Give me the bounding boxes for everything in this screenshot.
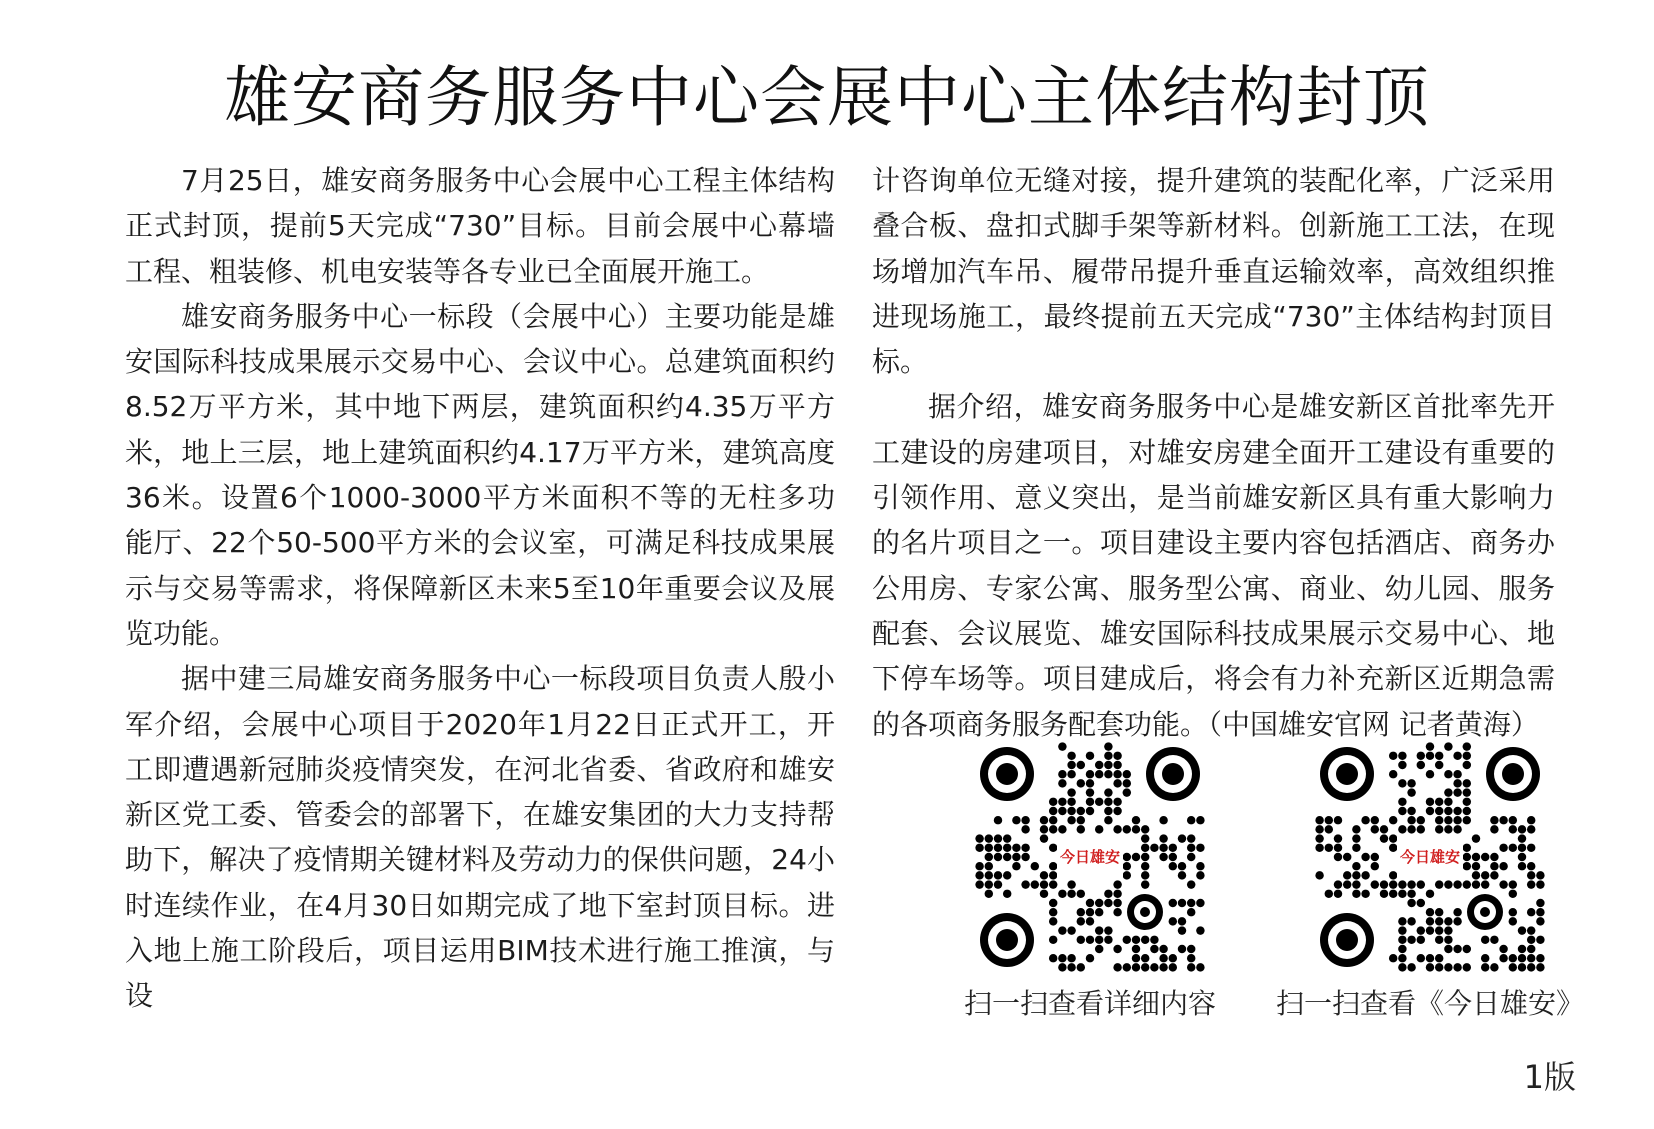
article-title: 雄安商务服务中心会展中心主体结构封顶 bbox=[224, 59, 1430, 136]
article-paragraph: 计咨询单位无缝对接，提升建筑的装配化率，广泛采用叠合板、盘扣式脚手架等新材料。创新施工工法，在现场增加汽车吊、履带吊提升垂直运输效率，高效组织推进现场施工，最终提前五天完成“730”主体结构封顶目标。 bbox=[872, 164, 1555, 379]
article-column-left bbox=[125, 158, 835, 1019]
article-paragraph: 据中建三局雄安商务服务中心一标段项目负责人殷小军介绍，会展中心项目于2020年1月22日正式开工，开工即遭遇新冠肺炎疫情突发，在河北省委、省政府和雄安新区党工委、管委会的部署下，在雄安集团的大力支持帮助下，解决了疫情期关键材料及劳动力的保供问题，24小时连续作业，在4月30日如期完成了地下室封顶目标。进入地上施工阶段后，项目运用BIM技术进行施工推演，与设 bbox=[125, 662, 835, 1013]
article-column-right bbox=[872, 158, 1555, 747]
qr-center-logo bbox=[1057, 834, 1123, 878]
qr-detail-block bbox=[960, 742, 1220, 1020]
svg-text:今日雄安: 今日雄安 bbox=[1399, 848, 1461, 866]
article-paragraph: 雄安商务服务中心一标段（会展中心）主要功能是雄安国际科技成果展示交易中心、会议中心。总建筑面积约8.52万平方米，其中地下两层，建筑面积约4.35万平方米，地上三层，地上建筑面积约4.17万平方米，建筑高度36米。设置6个1000-3000平方米面积不等的无柱多功能厅、22个50-500平方米的会议室，可满足科技成果展示与交易等需求，将保障新区未来5至10年重要会议及展览功能。 bbox=[125, 299, 835, 650]
qr-code-icon[interactable] bbox=[1315, 742, 1545, 972]
article-paragraph: 7月25日，雄安商务服务中心会展中心工程主体结构正式封顶，提前5天完成“730”目标。目前会展中心幕墙工程、粗装修、机电安装等各专业已全面展开施工。 bbox=[125, 164, 835, 288]
qr-center-logo bbox=[1397, 834, 1463, 878]
svg-text:今日雄安: 今日雄安 bbox=[1059, 848, 1121, 866]
qr-paper-block bbox=[1275, 742, 1584, 1020]
qr-caption-paper: 扫一扫查看《今日雄安》 bbox=[1275, 987, 1584, 1020]
qr-caption-detail: 扫一扫查看详细内容 bbox=[963, 987, 1216, 1020]
article-paragraph: 据介绍，雄安商务服务中心是雄安新区首批率先开工建设的房建项目，对雄安房建全面开工建设有重要的引领作用、意义突出，是当前雄安新区具有重大影响力的名片项目之一。项目建设主要内容包括酒店、商务办公用房、专家公寓、服务型公寓、商业、幼儿园、服务配套、会议展览、雄安国际科技成果展示交易中心、地下停车场等。项目建成后，将会有力补充新区近期急需的各项商务服务配套功能。（中国雄安官网 记者黄海） bbox=[872, 390, 1555, 741]
page-number: 1版 bbox=[1523, 1058, 1576, 1096]
qr-code-icon[interactable] bbox=[975, 742, 1205, 972]
